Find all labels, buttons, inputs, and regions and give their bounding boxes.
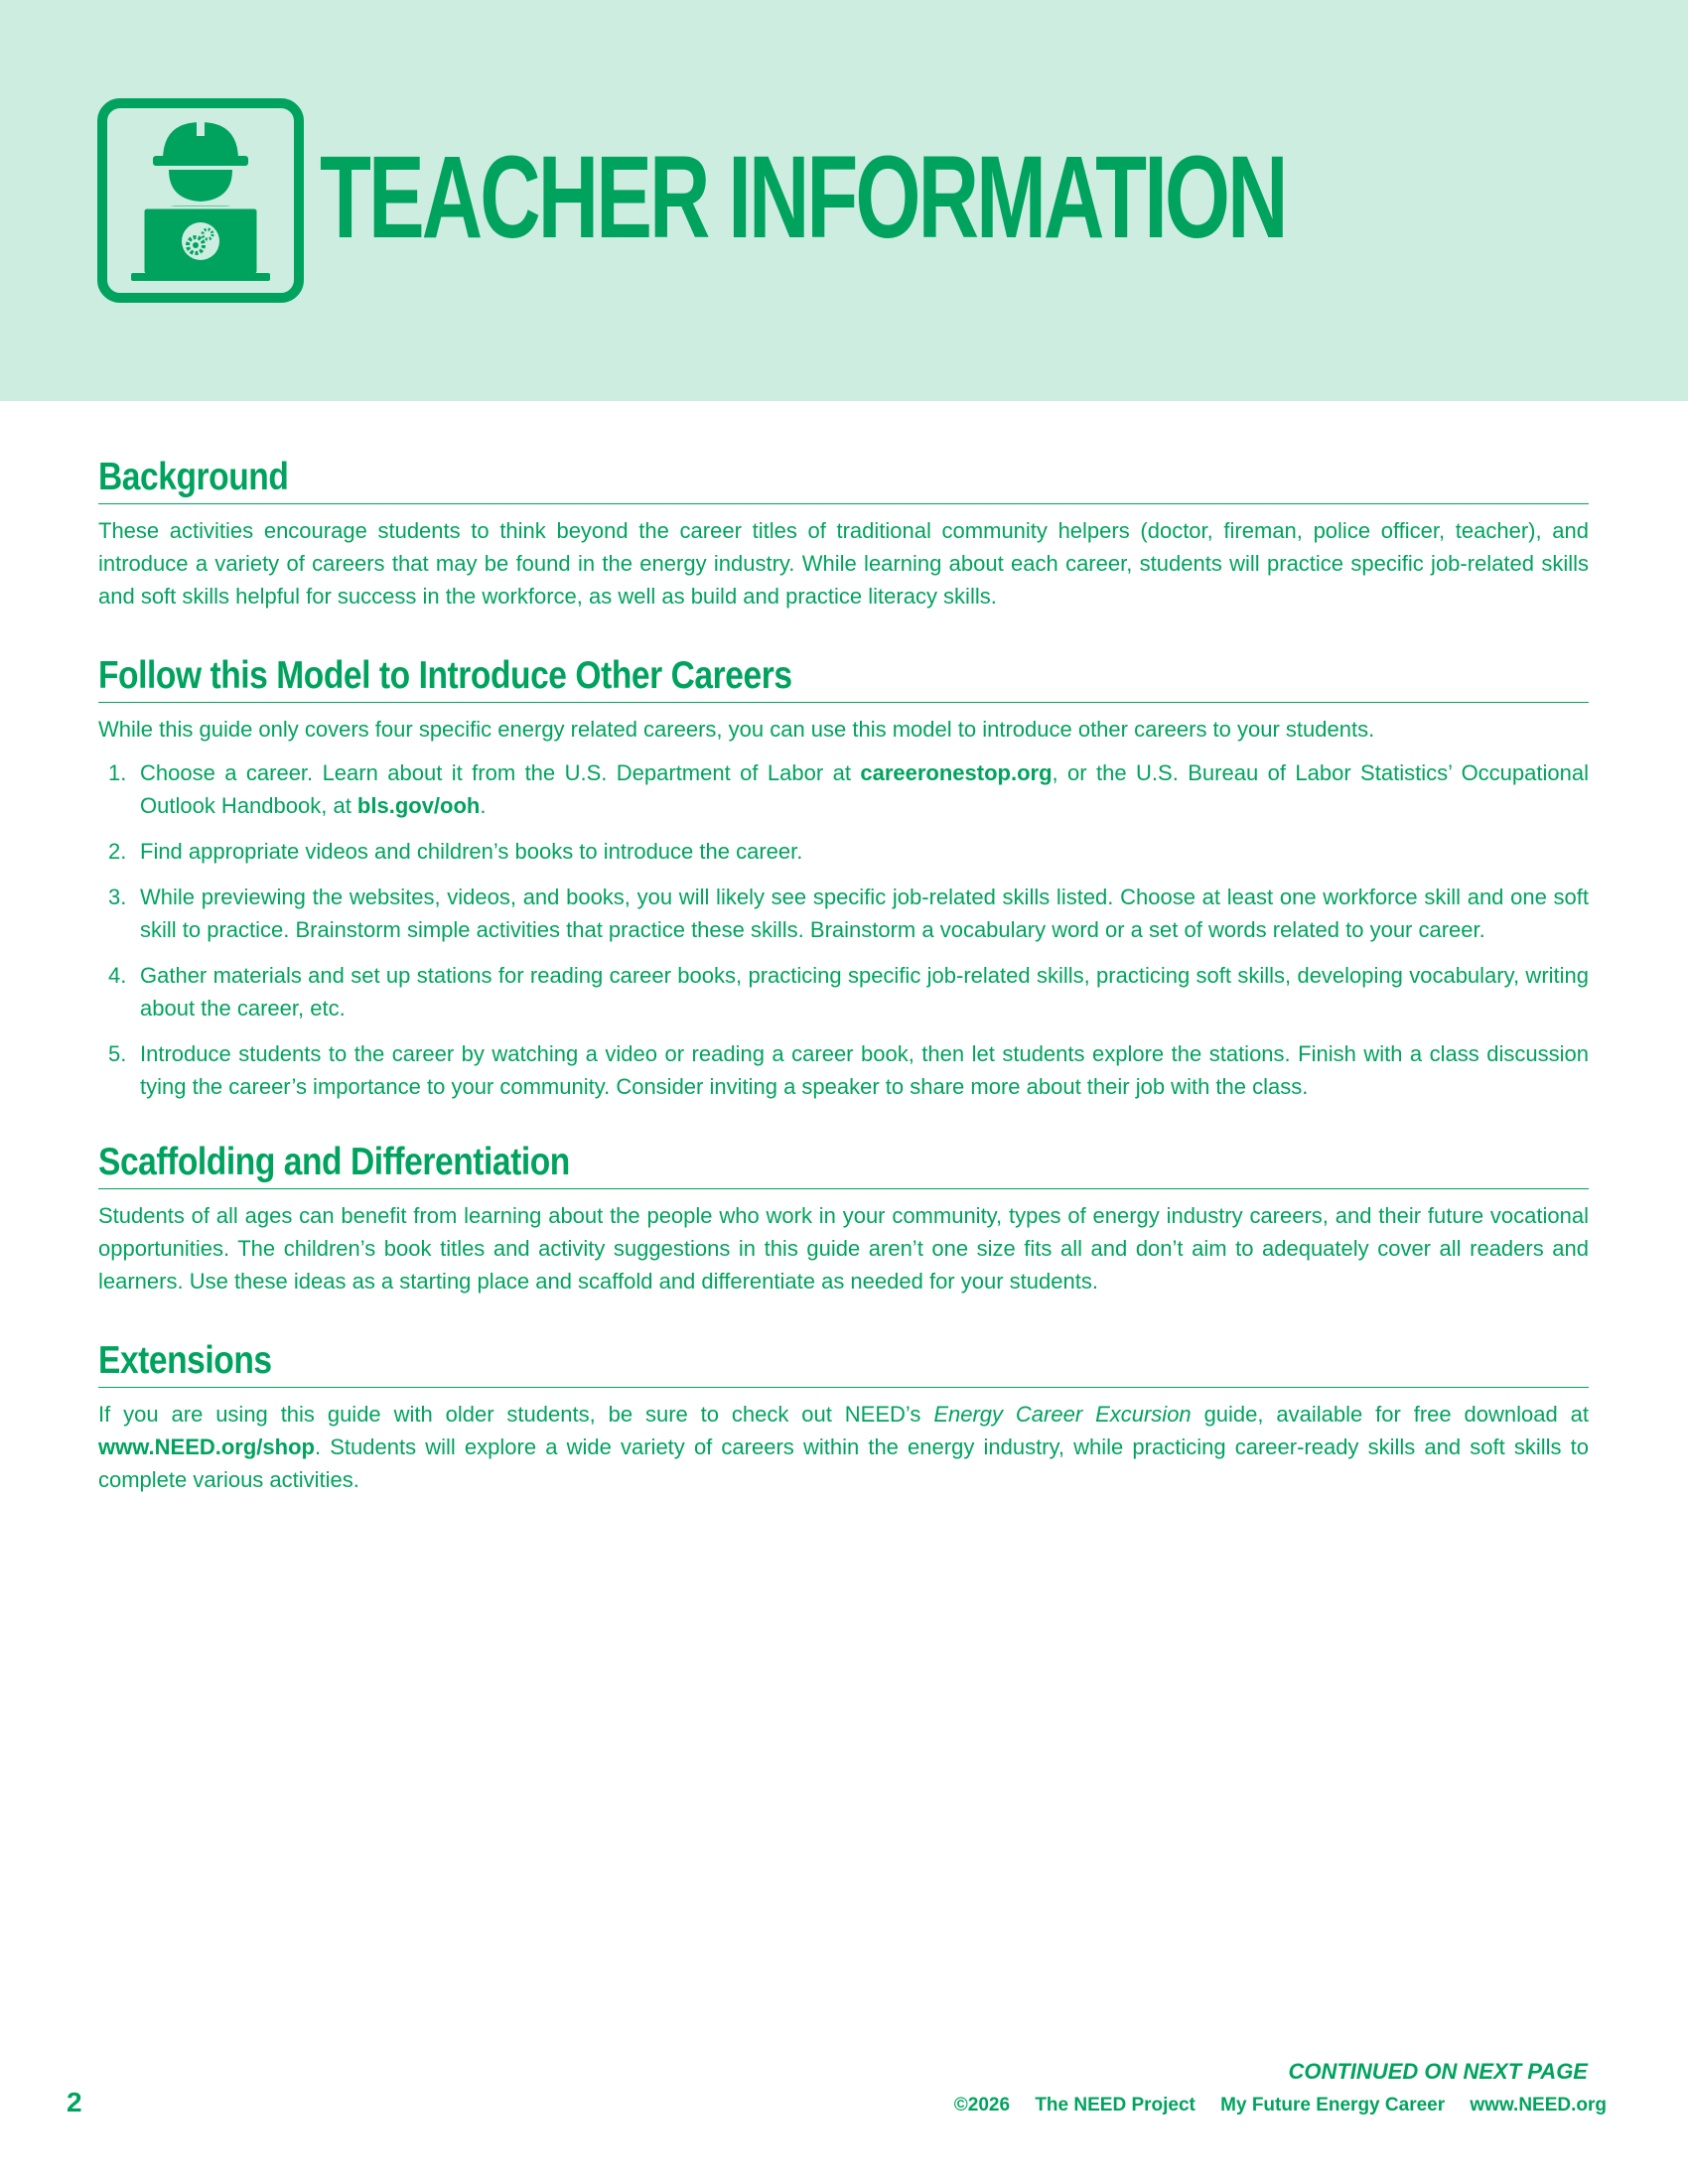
- steps-list: [98, 756, 1589, 1103]
- list-number: 4.: [108, 963, 127, 988]
- footer-org: The NEED Project: [1035, 2095, 1196, 2116]
- heading-rule: [98, 503, 1589, 504]
- list-number: 2.: [108, 839, 127, 864]
- section-heading: Background: [98, 456, 289, 498]
- model-intro: While this guide only covers four specific energy related careers, you can use this model to introduce other careers to your students.: [98, 717, 1375, 742]
- extensions-section: [98, 1338, 1589, 1496]
- footer: [934, 2095, 1607, 2116]
- careeronestop-link[interactable]: careeronestop.org: [860, 760, 1053, 785]
- list-text: While previewing the websites, videos, and books, you will likely see specific job-related skills listed. Choose at least one workforce skill and one soft skill to practice. Brainstorm simple activities that practice these skills. Brainstorm a vocabulary word or a set of words related to your career.: [140, 885, 1589, 942]
- section-heading: Follow this Model to Introduce Other Careers: [98, 654, 792, 697]
- guide-title: Energy Career Excursion: [933, 1402, 1192, 1427]
- extensions-paragraph: [98, 1398, 1589, 1496]
- list-text: , or the U.S. Bureau of Labor Statistics’ Occupational Outlook Handbook, at: [140, 760, 1589, 818]
- scaffolding-paragraph: Students of all ages can benefit from learning about the people who work in your community, types of energy industry careers, and their future vocational opportunities. The children’s book titles and activity suggestions in this guide aren’t one size fits all and don’t aim to adequately cover all readers and learners. Use these ideas as a starting place and scaffold and differentiate as needed for your students.: [98, 1203, 1589, 1294]
- list-text: .: [480, 793, 487, 818]
- list-text: Find appropriate videos and children’s books to introduce the career.: [140, 839, 803, 864]
- list-number: 1.: [108, 760, 127, 785]
- footer-copyright: ©2026: [953, 2095, 1011, 2116]
- list-text: Gather materials and set up stations for reading career books, practicing specific job-related skills, practicing soft skills, developing vocabulary, writing about the career, etc.: [140, 963, 1589, 1021]
- engineer-at-laptop-icon: [97, 98, 304, 303]
- heading-rule: [98, 1188, 1589, 1189]
- scaffolding-section: [98, 1140, 1589, 1297]
- background-paragraph: These activities encourage students to think beyond the career titles of traditional community helpers (doctor, fireman, police officer, teacher), and introduce a variety of careers that may be found in the energy industry. While learning about each career, students will practice specific job-related skills and soft skills helpful for success in the workforce, as well as build and practice literacy skills.: [98, 518, 1589, 609]
- page-number: 2: [67, 2087, 82, 2117]
- footer-guide-name: My Future Energy Career: [1220, 2095, 1446, 2116]
- paragraph-text: If you are using this guide with older students, be sure to check out NEED’s: [98, 1402, 934, 1427]
- background-section: [98, 455, 1589, 613]
- list-number: 3.: [108, 885, 127, 909]
- need-shop-link[interactable]: www.NEED.org/shop: [98, 1434, 315, 1459]
- list-number: 5.: [108, 1041, 127, 1066]
- list-item: [98, 959, 1589, 1024]
- paragraph-text: guide, available for free download at: [1191, 1402, 1589, 1427]
- main-content: [98, 455, 1589, 1537]
- section-heading: Extensions: [98, 1339, 272, 1382]
- bls-link[interactable]: bls.gov/ooh: [356, 793, 481, 818]
- list-item: [98, 1037, 1589, 1103]
- header-band: [0, 0, 1688, 401]
- list-item: [98, 756, 1589, 822]
- heading-rule: [98, 1387, 1589, 1388]
- list-item: [98, 835, 1589, 868]
- section-heading: Scaffolding and Differentiation: [98, 1141, 570, 1183]
- list-text: Introduce students to the career by watching a video or reading a career book, then let students explore the stations. Finish with a class discussion tying the career’s importance to your community. Consider inviting a speaker to share more about their job with the class.: [140, 1041, 1589, 1099]
- model-section: [98, 653, 1589, 1103]
- continued-label: CONTINUED ON NEXT PAGE: [1288, 2059, 1588, 2084]
- list-item: [98, 881, 1589, 946]
- list-text: Choose a career. Learn about it from the U.S. Department of Labor at: [140, 760, 861, 785]
- footer-url[interactable]: www.NEED.org: [1470, 2095, 1607, 2116]
- page-title: TEACHER INFORMATION: [320, 132, 1286, 263]
- heading-rule: [98, 702, 1589, 703]
- paragraph-text: . Students will explore a wide variety of careers within the energy industry, while practicing career-ready skills and soft skills to complete various activities.: [98, 1434, 1589, 1492]
